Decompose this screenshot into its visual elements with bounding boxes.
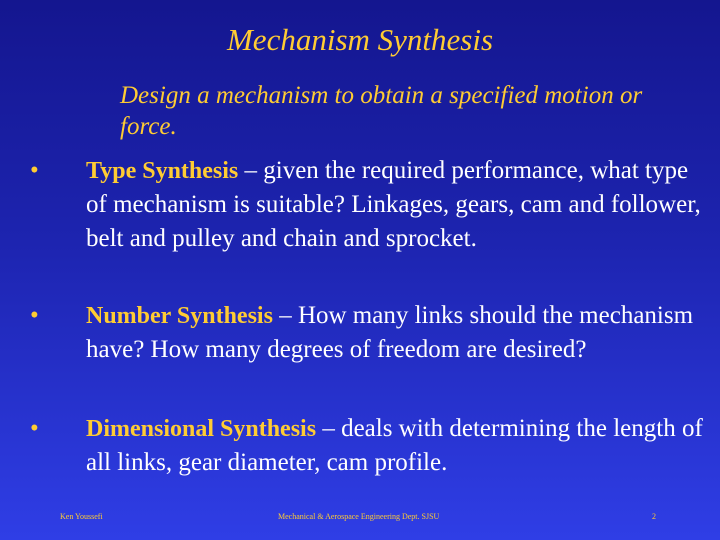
bullet-body [86,412,706,480]
bullet-text: – given the required performance, what type of mechanism is suitable? Linkages, gears, cam and follower, belt and pulley and chain and sprocket. [86,157,701,252]
slide-intro: Design a mechanism to obtain a specified motion or force. [120,82,643,140]
bullet-icon: • [30,302,39,329]
footer-department: Mechanical & Aerospace Engineering Dept. SJSU [278,512,440,521]
bullet-term: Dimensional Synthesis [86,416,317,442]
slide-title: Mechanism Synthesis [226,22,494,57]
bullet-body [86,299,706,367]
bullet-text: – How many links should the mechanism have? How many degrees of freedom are desired? [86,302,694,363]
page-number: 2 [652,512,656,521]
bullet-term: Type Synthesis [86,158,239,184]
bullet-icon: • [30,157,39,184]
bullet-text: – deals with determining the length of all links, gear diameter, cam profile. [86,415,703,476]
footer-author: Ken Youssefi [60,512,103,521]
bullet-body [86,154,706,256]
bullet-term: Number Synthesis [86,303,273,329]
bullet-icon: • [30,415,39,442]
